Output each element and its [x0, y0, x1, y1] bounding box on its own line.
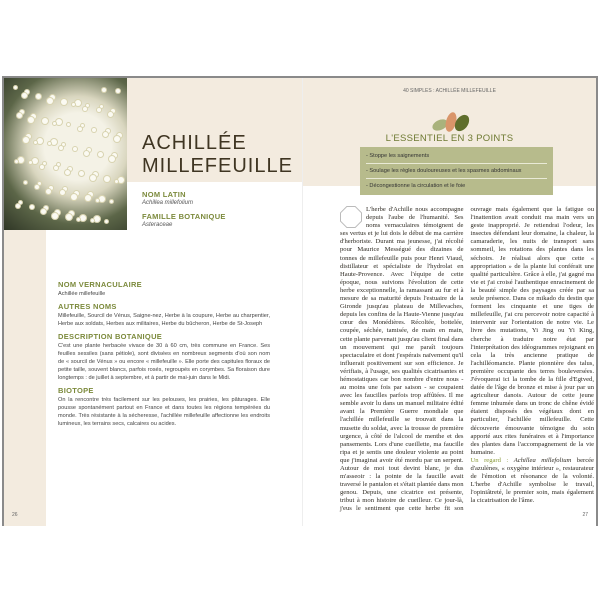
- flower-dot: [102, 88, 106, 92]
- section-label: DESCRIPTION BOTANIQUE: [58, 332, 163, 341]
- flower-dot: [15, 160, 18, 163]
- flower-dot: [32, 158, 38, 164]
- flower-dot: [48, 142, 51, 145]
- flower-dot: [35, 185, 39, 189]
- flower-dot: [47, 98, 53, 104]
- flower-dot: [41, 209, 46, 214]
- flower-dot: [94, 216, 100, 222]
- flower-dot: [24, 181, 27, 184]
- flower-dot: [99, 196, 105, 202]
- leaves-icon: [431, 111, 471, 133]
- plant-details: [58, 276, 270, 428]
- flower-dot: [22, 93, 27, 98]
- flower-dot: [110, 200, 113, 203]
- flower-dot: [103, 132, 108, 137]
- flower-dot: [79, 171, 84, 176]
- page-number: 27: [582, 512, 588, 518]
- running-header: 40 SIMPLES : ACHILLÉE MILLEFEUILLE: [403, 88, 496, 94]
- right-page: [302, 78, 596, 526]
- flower-dot: [104, 176, 110, 182]
- essentiel-title: L'ESSENTIEL EN 3 POINTS: [385, 133, 514, 144]
- flower-dot: [53, 122, 56, 125]
- latin-info: [142, 190, 226, 228]
- section-text: Millefeuille, Sourcil de Vénus, Saigne-nez, Herbe à la coupure, Herbe au charpentier, Herbe aux soldats, Herbes aux militaires, Herbe du bûcheron, Herbe de St-Joseph: [58, 313, 270, 327]
- left-page: [4, 78, 302, 526]
- flower-dot: [37, 138, 43, 144]
- flower-dot: [62, 143, 65, 146]
- flower-dot: [59, 146, 63, 150]
- regard-label: Un regard :: [470, 456, 509, 464]
- section-text: On la rencontre très facilement sur les pelouses, les prairies, les pâturages. Elle pousse spontanément partout en France et dans toutes les régions tempérées du monde. Très résistante à la sécheresse, l'achillée millefeuille affectionne les endroits lumineux, les terrains secs, calcaires ou acides.: [58, 397, 270, 427]
- flower-dot: [77, 218, 80, 221]
- key-point: - Soulage les règles douloureuses et les spasmes abdominaux: [366, 164, 547, 179]
- flower-dot: [67, 123, 70, 126]
- key-point: - Décongestionne la circulation et le foie: [366, 183, 466, 189]
- flower-dot: [43, 162, 46, 165]
- flower-dot: [115, 180, 118, 183]
- flower-dot: [105, 220, 108, 223]
- flower-dot: [60, 190, 65, 195]
- flower-dot: [36, 94, 41, 99]
- flower-dot: [72, 103, 75, 106]
- regard-text: bercée d'azulènes, « oxygène intérieur », restaurateur de l'émotion et résonance de la volonté. L'herbe d'Achille symbolise le travail, l'opiniâtreté, le premier soin, mais également la cicatrisation de l'âme.: [470, 456, 594, 505]
- flower-dot: [71, 194, 77, 200]
- flower-dot: [96, 199, 99, 202]
- flower-dot: [57, 163, 60, 166]
- key-point: - Stoppe les saignements: [366, 149, 547, 164]
- flower-dot: [52, 213, 58, 219]
- flower-dot: [46, 189, 51, 194]
- flower-dot: [51, 139, 57, 145]
- flower-dot: [34, 141, 37, 144]
- flower-dot: [118, 177, 124, 183]
- latin-label: NOM LATIN: [142, 190, 186, 199]
- flower-dot: [66, 214, 72, 220]
- page-title: ACHILLÉE MILLEFEUILLE: [142, 132, 293, 177]
- flower-dot: [78, 127, 82, 131]
- drop-cap-ornament: [340, 206, 362, 228]
- article-text: L'herbe d'Achille nous accompagne depuis l'aube de l'humanité. Ses noms vernaculaires témoignent de ses vertus et je lui dois le début de ma carrière d'herboriste. Durant ma jeunesse, j'ai récolté pour Maurice Mességué des dizaines de tonnes de millefeuille puis pour Henri Viaud, distillateur et spécialiste de l'hydrolat en Haute-Provence. Avec l'équipe de cette époque, nous suivions l'évolution de cette herbe exceptionnelle, la ramassant au fur et à mesure de sa maturité depuis l'estuaire de la Gironde jusqu'au plateau de Millevaches, depuis les confins de la Haute-Vienne jusqu'au cœur des Monédières. Récoltée, bottelée, coupée, séchée, tamisée, de main en main, cette plante parvenait jusqu'au client final dans un mouvement qui me paraît toujours spectaculaire et dont j'espérais naïvement qu'il influerait positivement sur son efficience. Je vérifiais, à l'usage, ses qualités cicatrisantes et hémostatiques car bon nombre d'entre nous - au moins une fois par saison - se coupaient avec les faucilles parfois trop affûtées. Il me semble avoir lu dans un manuel militaire édité avant la Première Guerre mondiale que l'achillée millefeuille se trouvait dans la musette du soldat, avec la trousse de première urgence, à côté de l'alcool de menthe et des pansements. Lors d'une cueillette, ma faucille ripa et je sentis une douleur violente au point que j'imaginai avoir été mordu par un serpent. Autour de moi tout devint blanc, je dus m'asseoir : la pointe de la faucille avait traversé le pantalon et s'était plantée dans mon genou. Depuis, une cicatrice est présente, tribut à mon histoire de cueilleur. Ce jour-là, j'eus le sentiment que cette herbe fit son ouvrage mais également que la fatigue ou l'inattention avait conduit ma main vers un geste inapproprié. Je retiendrai l'odeur, les insectes défendant leur domaine, la chaleur, la camaraderie, les nuits de transport sans sommeil, les rotations des plantes dans les séchoirs. Je réalisai alors que cette « appropriation » de la plante lui conférait une qualité particulière. Grâce à elle, j'ai gagné ma vie et j'ai croisé l'authentique enracinement de la beauté simple des paysages créée par sa seule présence. Dans ce mikado du destin que forment les cinquante et une tiges de millefeuille, j'ai cru percevoir notre capacité à intervenir sur l'orientation de notre vie. Le livre des mutations, Yi Jing ou Yi King, cherche à traduire notre état par l'interprétation des idéogrammes rejoignant en cela la très ancienne pratique de l'achilléomancie. Plante pionnière des talus, première occupante des terres bouleversées. J'évoquerai ici la tombe de la fille d'Egtved, datée de l'âge de bronze et mise à jour par un agriculteur danois. Autour de cette jeune femme inhumée dans un tronc de chêne évidé étaient disposés des végétaux dont en particulier, l'achillée millefeuille. Cette découverte émouvante témoigne du soin apporté aux rites funéraires et à l'importance des plantes dans l'accompagnement de la vie humaine.: [340, 206, 594, 513]
- family-label: FAMILLE BOTANIQUE: [142, 212, 226, 221]
- flower-dot: [109, 156, 115, 162]
- flower-dot: [19, 201, 22, 204]
- section-label: AUTRES NOMS: [58, 302, 117, 311]
- flower-dot: [114, 136, 120, 142]
- flower-dot: [108, 112, 113, 117]
- flower-dot: [85, 195, 91, 201]
- flower-dot: [23, 137, 29, 143]
- book-spread: [2, 76, 598, 526]
- flower-dot: [83, 107, 87, 111]
- flower-dot: [116, 89, 120, 93]
- flower-dot: [40, 165, 44, 169]
- article-body: [340, 206, 594, 524]
- flower-dot: [16, 204, 20, 208]
- flower-dot: [90, 175, 96, 181]
- flower-dot: [92, 128, 96, 132]
- latin-value: Achillea millefolium: [142, 200, 194, 206]
- flower-dot: [97, 108, 101, 112]
- flower-dot: [56, 119, 62, 125]
- flower-dot: [54, 166, 58, 170]
- flower-dot: [100, 105, 103, 108]
- regard-latin: Achillea millefolium: [513, 456, 572, 464]
- flower-dot: [80, 215, 86, 221]
- flower-dot: [18, 157, 24, 163]
- page-number: 26: [12, 512, 18, 518]
- yarrow-photo: [4, 78, 127, 230]
- section-label: NOM VERNACULAIRE: [58, 280, 142, 289]
- flower-dot: [17, 113, 22, 118]
- flower-dot: [75, 100, 81, 106]
- flower-dot: [84, 151, 89, 156]
- flower-dot: [29, 161, 32, 164]
- section-text: Achillée millefeuille: [58, 291, 106, 297]
- flower-dot: [42, 118, 48, 124]
- section-text: C'est une plante herbacée vivace de 30 à 60 cm, très commune en France. Ses feuilles sessiles (sans pétiole), sont divisées en nombreux segments d'où son nom de « sourcil de Vénus » ou encore « millefeuille ». Elle porte des capitules floraux de petite taille, souvent blancs, parfois rosés, regroupés en corymbes. Sa floraison dure longtemps : de juillet à septembre, et à partir de mai-juin dans le Midi.: [58, 343, 270, 381]
- flower-dot: [91, 219, 94, 222]
- family-value: Asteraceae: [142, 222, 173, 228]
- flower-dot: [98, 152, 103, 157]
- flower-dot: [14, 86, 17, 89]
- section-label: BIOTOPE: [58, 386, 94, 395]
- key-points-box: [360, 147, 553, 195]
- flower-dot: [65, 170, 70, 175]
- flower-dot: [61, 99, 67, 105]
- flower-dot: [81, 124, 84, 127]
- flower-dot: [73, 147, 77, 151]
- flower-dot: [28, 117, 34, 123]
- flower-dot: [86, 104, 89, 107]
- flower-dot: [30, 205, 34, 209]
- flower-dot: [38, 182, 41, 185]
